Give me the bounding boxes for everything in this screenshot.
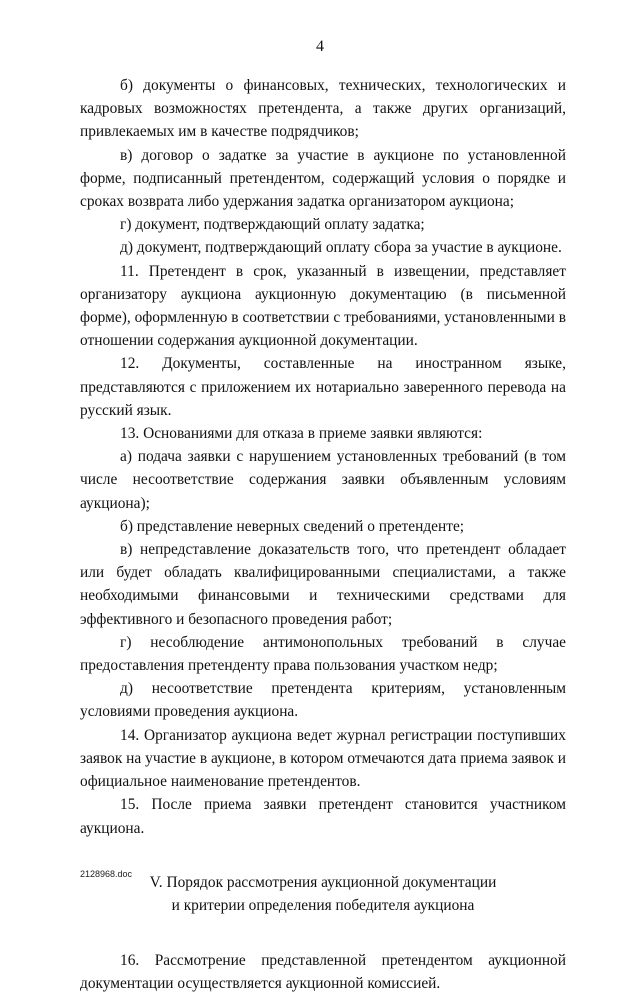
file-name-footer: 2128968.doc (80, 869, 133, 879)
section-heading-line-2: и критерии определения победителя аукциона (171, 896, 475, 914)
section-heading-line-1: V. Порядок рассмотрения аукционной документации (149, 873, 497, 891)
paragraph-14: 14. Организатор аукциона ведет журнал регистрации поступивших заявок на участие в аукционе, в котором отмечаются дата приема заявок и официальное наименование претендентов. (80, 726, 566, 791)
paragraph-13-b: б) представление неверных сведений о претенденте; (120, 517, 465, 535)
paragraph-15: 15. После приема заявки претендент становится участником аукциона. (80, 796, 566, 837)
section-heading (80, 871, 566, 917)
paragraph-g-deposit-payment: г) документ, подтверждающий оплату задатка; (120, 216, 425, 234)
paragraph-13: 13. Основаниями для отказа в приеме заявки являются: (120, 425, 483, 443)
page-number: 4 (316, 38, 324, 55)
paragraph-d-fee-payment: д) документ, подтверждающий оплату сбора за участие в аукционе. (120, 239, 562, 257)
paragraph-16: 16. Рассмотрение представленной претендентом аукционной документации осуществляется аукционной комиссией. (80, 952, 566, 993)
paragraph-v-deposit-contract: в) договор о задатке за участие в аукционе по установленной форме, подписанный претендентом, содержащий условия о порядке и сроках возврата либо удержания задатка организатором аукциона; (80, 146, 566, 211)
paragraph-13-v: в) непредставление доказательств того, что претендент обладает или будет обладать квалифицированными специалистами, а также необходимыми финансовыми и техническими средствами для эффективного и безопасного проведения работ; (80, 541, 566, 628)
paragraph-12: 12. Документы, составленные на иностранном языке, представляются с приложением их нотариально заверенного перевода на русский язык. (80, 355, 566, 419)
paragraph-b-documents: б) документы о финансовых, технических, технологических и кадровых возможностях претендента, а также других организаций, привлекаемых им в качестве подрядчиков; (80, 77, 566, 141)
paragraph-11: 11. Претендент в срок, указанный в извещении, представляет организатору аукциона аукционную документацию (в письменной форме), оформленную в соответствии с требованиями, установленными в отношении содержания аукционной документации. (80, 262, 566, 350)
paragraph-13-a: а) подача заявки с нарушением установленных требований (в том числе несоответствие содержания заявки объявленным условиям аукциона); (80, 448, 566, 512)
paragraph-13-d: д) несоответствие претендента критериям, установленным условиями проведения аукциона. (80, 680, 566, 721)
paragraph-13-g: г) несоблюдение антимонопольных требований в случае предоставления претенденту права пользования участком недр; (80, 633, 566, 675)
document-body (80, 74, 566, 996)
